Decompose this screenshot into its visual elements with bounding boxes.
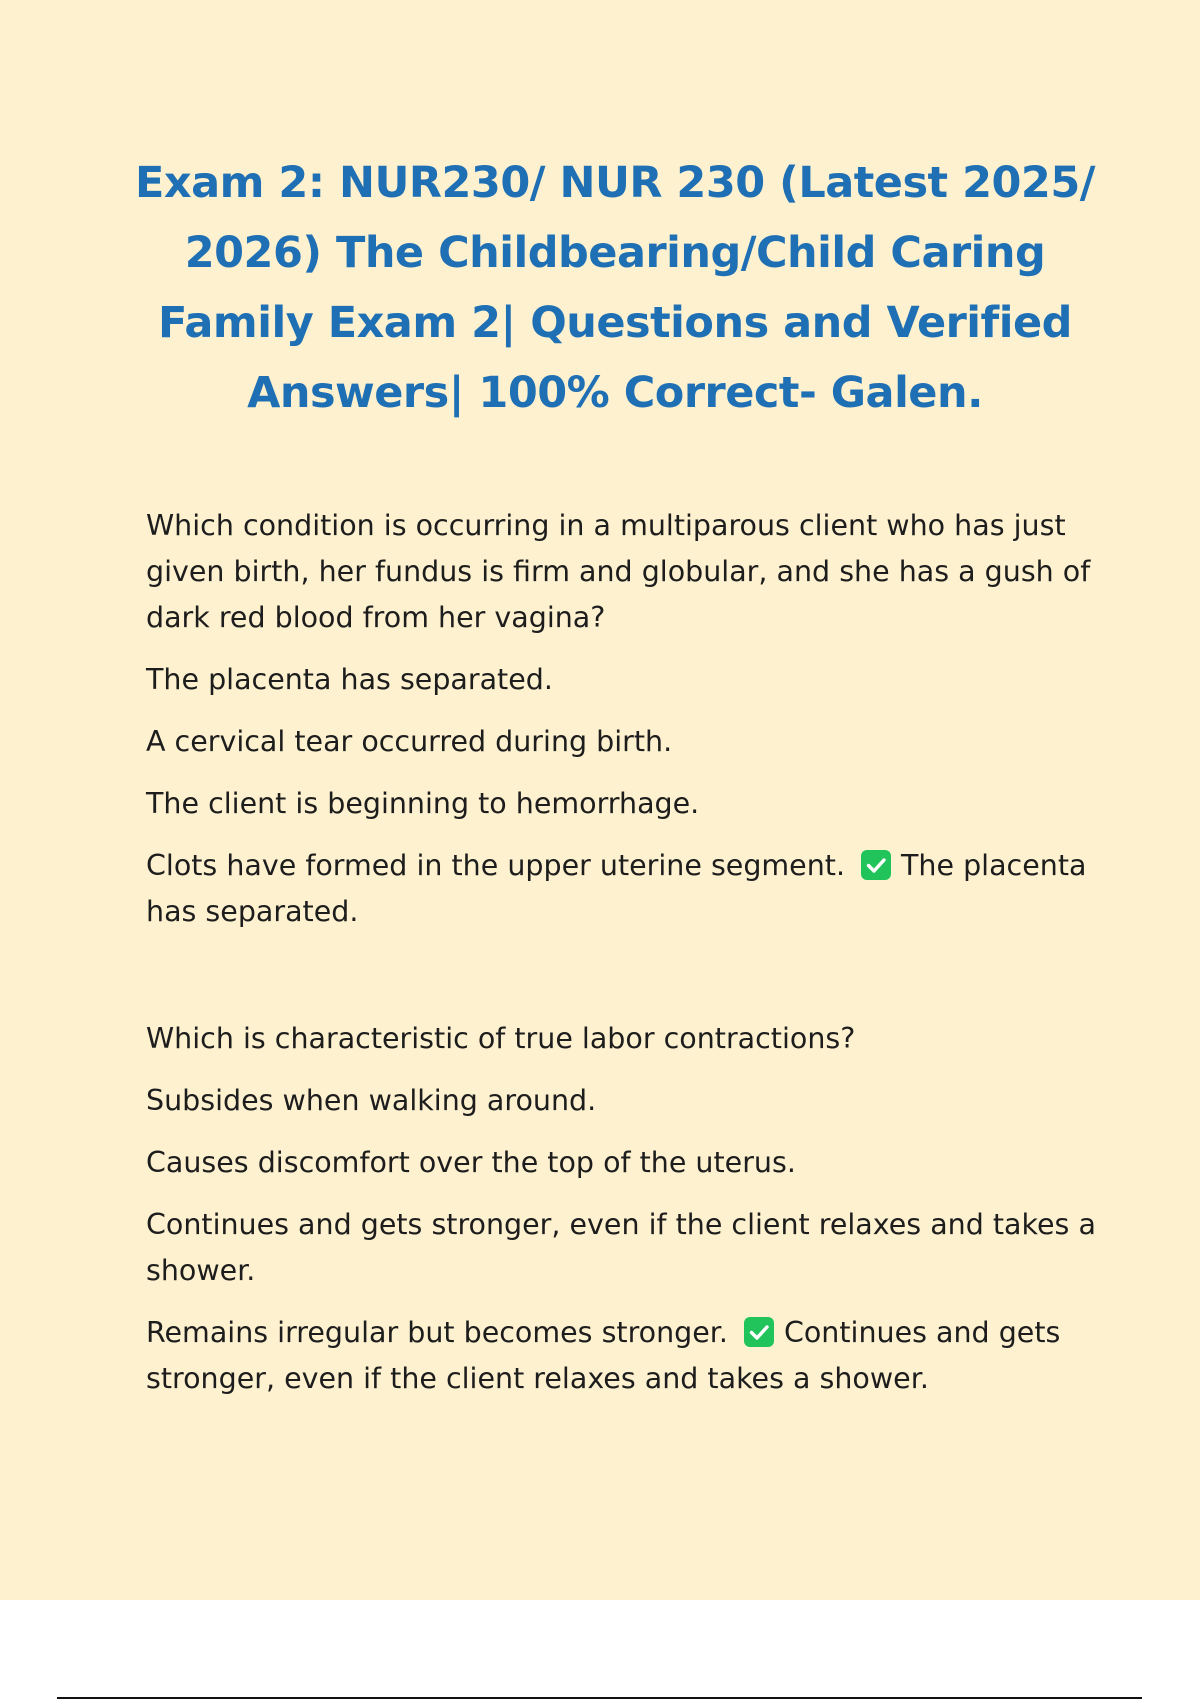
answer-option: Continues and gets stronger, even if the client relaxes and takes a shower. xyxy=(146,1208,1096,1287)
correct-answer: Continues and gets stronger, even if the client relaxes and takes a shower. xyxy=(146,1316,1061,1395)
question-text: Which condition is occurring in a multiparous client who has just given birth, her fundus is firm and globular, and she has a gush of dark red blood from her vagina? xyxy=(146,509,1091,634)
answer-option: The placenta has separated. xyxy=(146,663,553,696)
answer-option: The client is beginning to hemorrhage. xyxy=(146,787,700,820)
answer-option-with-answer xyxy=(146,1310,1096,1402)
footer-divider xyxy=(57,1697,1142,1699)
answer-option: Subsides when walking around. xyxy=(146,1084,597,1117)
document-title: Exam 2: NUR230/ NUR 230 (Latest 2025/ 2026) The Childbearing/Child Caring Family Exam 2| Questions and Verified Answers| 100% Correct- Galen. xyxy=(135,158,1095,418)
answer-option: A cervical tear occurred during birth. xyxy=(146,725,673,758)
answer-option: Clots have formed in the upper uterine segment. xyxy=(146,849,846,882)
question-text: Which is characteristic of true labor contractions? xyxy=(146,1022,856,1055)
check-box-icon xyxy=(744,1317,774,1347)
answer-option: Remains irregular but becomes stronger. xyxy=(146,1316,728,1349)
check-box-icon xyxy=(861,850,891,880)
correct-answer: The placenta has separated. xyxy=(146,849,1087,928)
question-block-1 xyxy=(146,503,1096,951)
answer-option: Causes discomfort over the top of the uterus. xyxy=(146,1146,796,1179)
answer-option-with-answer xyxy=(146,843,1096,935)
question-block-2 xyxy=(146,1016,1096,1418)
